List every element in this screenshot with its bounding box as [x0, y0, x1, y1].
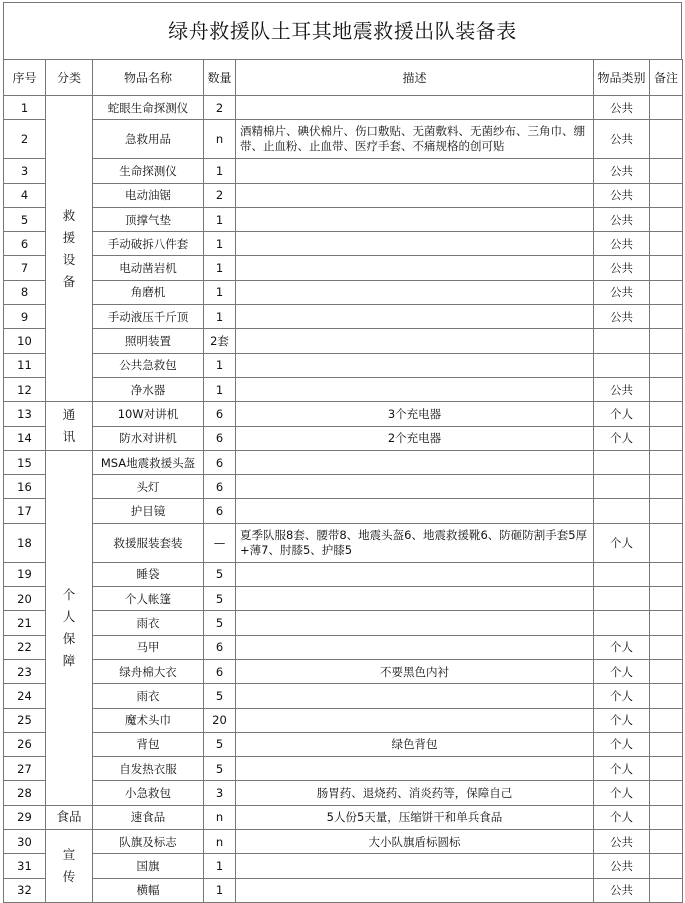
row-note [650, 280, 683, 304]
row-note [650, 450, 683, 474]
row-name: 照明装置 [93, 329, 204, 353]
row-qty: 5 [204, 562, 236, 586]
row-desc: 肠胃药、退烧药、消炎药等，保障自己 [236, 781, 594, 805]
row-desc [236, 183, 594, 207]
row-desc [236, 854, 594, 878]
row-name: 魔术头巾 [93, 708, 204, 732]
row-note [650, 207, 683, 231]
row-no: 30 [4, 830, 46, 854]
row-desc [236, 757, 594, 781]
table-row [4, 830, 683, 854]
row-qty: 1 [204, 256, 236, 280]
row-qty: 1 [204, 377, 236, 401]
header-item-name: 物品名称 [93, 60, 204, 96]
row-desc [236, 280, 594, 304]
row-no: 13 [4, 402, 46, 426]
row-note [650, 878, 683, 902]
header-category: 分类 [46, 60, 93, 96]
table-row [4, 207, 683, 231]
table-row [4, 878, 683, 902]
row-no: 7 [4, 256, 46, 280]
row-no: 23 [4, 659, 46, 683]
row-qty: 6 [204, 402, 236, 426]
row-qty: 5 [204, 732, 236, 756]
row-name: 速食品 [93, 805, 204, 829]
row-note [650, 120, 683, 159]
table-row [4, 805, 683, 829]
row-note [650, 402, 683, 426]
table-row [4, 329, 683, 353]
row-desc [236, 684, 594, 708]
row-no: 8 [4, 280, 46, 304]
row-note [650, 96, 683, 120]
row-note [650, 805, 683, 829]
table-row [4, 120, 683, 159]
equipment-sheet [3, 2, 682, 903]
table-row [4, 353, 683, 377]
row-qty: 6 [204, 659, 236, 683]
table-row [4, 757, 683, 781]
row-no: 5 [4, 207, 46, 231]
row-type [594, 353, 650, 377]
row-desc [236, 159, 594, 183]
row-note [650, 377, 683, 401]
row-desc [236, 329, 594, 353]
category-personal-protection: 个 人 保 障 [46, 450, 93, 805]
row-type: 个人 [594, 732, 650, 756]
row-name: 生命探测仪 [93, 159, 204, 183]
row-qty: 1 [204, 280, 236, 304]
row-name: 角磨机 [93, 280, 204, 304]
row-note [650, 854, 683, 878]
row-name: 小急救包 [93, 781, 204, 805]
row-desc: 5人份5天量，压缩饼干和单兵食品 [236, 805, 594, 829]
header-note: 备注 [650, 60, 683, 96]
row-type: 个人 [594, 523, 650, 562]
row-desc [236, 232, 594, 256]
row-qty: 2 [204, 183, 236, 207]
row-desc: 2个充电器 [236, 426, 594, 450]
row-no: 29 [4, 805, 46, 829]
row-qty: 6 [204, 475, 236, 499]
row-qty: 6 [204, 450, 236, 474]
row-desc: 不要黑色内衬 [236, 659, 594, 683]
row-type [594, 499, 650, 523]
category-publicity: 宣 传 [46, 830, 93, 903]
row-qty: 1 [204, 305, 236, 329]
row-no: 6 [4, 232, 46, 256]
row-name: 防水对讲机 [93, 426, 204, 450]
header-row [4, 60, 683, 96]
table-row [4, 499, 683, 523]
row-no: 4 [4, 183, 46, 207]
sheet-title: 绿舟救援队土耳其地震救援出队装备表 [3, 2, 682, 59]
row-type: 公共 [594, 854, 650, 878]
row-name: 国旗 [93, 854, 204, 878]
row-type: 个人 [594, 757, 650, 781]
row-type [594, 475, 650, 499]
row-no: 16 [4, 475, 46, 499]
row-type: 公共 [594, 120, 650, 159]
row-type: 个人 [594, 635, 650, 659]
row-desc: 酒精棉片、碘伏棉片、伤口敷贴、无菌敷料、无菌纱布、三角巾、绷带、止血粉、止血带、医疗手套、不痛规格的创可贴 [236, 120, 594, 159]
table-row [4, 96, 683, 120]
table-row [4, 659, 683, 683]
table-row [4, 611, 683, 635]
row-type: 公共 [594, 159, 650, 183]
row-no: 18 [4, 523, 46, 562]
table-row [4, 159, 683, 183]
row-name: 雨衣 [93, 684, 204, 708]
row-note [650, 353, 683, 377]
row-qty: 1 [204, 854, 236, 878]
row-no: 3 [4, 159, 46, 183]
row-no: 17 [4, 499, 46, 523]
row-no: 28 [4, 781, 46, 805]
row-note [650, 159, 683, 183]
table-row [4, 635, 683, 659]
row-no: 31 [4, 854, 46, 878]
row-no: 11 [4, 353, 46, 377]
row-desc [236, 96, 594, 120]
row-type [594, 329, 650, 353]
row-name: 急救用品 [93, 120, 204, 159]
row-name: 个人帐篷 [93, 587, 204, 611]
equipment-table [3, 59, 683, 903]
row-name: 自发热衣服 [93, 757, 204, 781]
row-type: 个人 [594, 708, 650, 732]
row-no: 12 [4, 377, 46, 401]
row-qty: 6 [204, 499, 236, 523]
table-row [4, 781, 683, 805]
row-qty: 5 [204, 757, 236, 781]
row-qty: 1 [204, 353, 236, 377]
row-name: 净水器 [93, 377, 204, 401]
row-desc [236, 450, 594, 474]
row-no: 2 [4, 120, 46, 159]
row-no: 9 [4, 305, 46, 329]
table-row [4, 854, 683, 878]
row-note [650, 562, 683, 586]
row-note [650, 684, 683, 708]
row-desc [236, 708, 594, 732]
row-qty: 5 [204, 587, 236, 611]
table-row [4, 562, 683, 586]
row-no: 10 [4, 329, 46, 353]
row-note [650, 781, 683, 805]
row-note [650, 757, 683, 781]
table-row [4, 402, 683, 426]
row-name: 背包 [93, 732, 204, 756]
row-qty: 2 [204, 96, 236, 120]
row-desc [236, 878, 594, 902]
row-name: 公共急救包 [93, 353, 204, 377]
table-row [4, 305, 683, 329]
row-name: 头灯 [93, 475, 204, 499]
header-no: 序号 [4, 60, 46, 96]
row-qty: 1 [204, 232, 236, 256]
row-type: 公共 [594, 183, 650, 207]
row-note [650, 305, 683, 329]
row-type: 个人 [594, 659, 650, 683]
row-no: 25 [4, 708, 46, 732]
table-row [4, 280, 683, 304]
row-type: 个人 [594, 402, 650, 426]
row-no: 22 [4, 635, 46, 659]
row-desc [236, 305, 594, 329]
table-row [4, 256, 683, 280]
row-desc [236, 256, 594, 280]
row-type: 公共 [594, 96, 650, 120]
row-note [650, 732, 683, 756]
table-row [4, 587, 683, 611]
table-row [4, 426, 683, 450]
header-quantity: 数量 [204, 60, 236, 96]
row-note [650, 635, 683, 659]
row-note [650, 329, 683, 353]
row-type: 公共 [594, 207, 650, 231]
table-row [4, 708, 683, 732]
table-row [4, 450, 683, 474]
row-desc: 夏季队服8套、腰带8、地震头盔6、地震救援靴6、防砸防割手套5厚+薄7、肘膝5、护膝5 [236, 523, 594, 562]
row-type: 个人 [594, 781, 650, 805]
row-qty: 20 [204, 708, 236, 732]
row-no: 19 [4, 562, 46, 586]
row-type: 个人 [594, 426, 650, 450]
row-name: 马甲 [93, 635, 204, 659]
row-qty: 6 [204, 426, 236, 450]
row-no: 20 [4, 587, 46, 611]
row-desc: 大小队旗盾标圆标 [236, 830, 594, 854]
row-note [650, 708, 683, 732]
row-no: 26 [4, 732, 46, 756]
row-desc [236, 587, 594, 611]
row-note [650, 659, 683, 683]
row-desc [236, 475, 594, 499]
row-note [650, 475, 683, 499]
row-qty: 1 [204, 207, 236, 231]
row-no: 21 [4, 611, 46, 635]
row-name: 雨衣 [93, 611, 204, 635]
row-name: 电动凿岩机 [93, 256, 204, 280]
row-note [650, 523, 683, 562]
row-desc: 3个充电器 [236, 402, 594, 426]
row-name: 绿舟棉大衣 [93, 659, 204, 683]
table-row [4, 523, 683, 562]
row-type: 公共 [594, 232, 650, 256]
table-row [4, 475, 683, 499]
row-note [650, 587, 683, 611]
row-desc [236, 499, 594, 523]
row-name: 横幅 [93, 878, 204, 902]
row-no: 1 [4, 96, 46, 120]
row-name: 队旗及标志 [93, 830, 204, 854]
row-name: 10W对讲机 [93, 402, 204, 426]
row-type [594, 611, 650, 635]
row-type: 个人 [594, 805, 650, 829]
row-note [650, 830, 683, 854]
table-row [4, 732, 683, 756]
row-name: MSA地震救援头盔 [93, 450, 204, 474]
row-type: 公共 [594, 256, 650, 280]
row-type: 公共 [594, 377, 650, 401]
row-desc [236, 377, 594, 401]
row-no: 32 [4, 878, 46, 902]
row-no: 27 [4, 757, 46, 781]
table-row [4, 684, 683, 708]
category-rescue-equipment: 救 援 设 备 [46, 96, 93, 402]
row-desc [236, 562, 594, 586]
row-qty: 3 [204, 781, 236, 805]
row-qty: 5 [204, 611, 236, 635]
row-name: 护目镜 [93, 499, 204, 523]
row-desc [236, 635, 594, 659]
row-type: 公共 [594, 280, 650, 304]
row-note [650, 183, 683, 207]
category-communication: 通 讯 [46, 402, 93, 451]
row-desc: 绿色背包 [236, 732, 594, 756]
row-qty: — [204, 523, 236, 562]
row-type [594, 562, 650, 586]
row-qty: 1 [204, 159, 236, 183]
row-qty: n [204, 120, 236, 159]
row-qty: n [204, 805, 236, 829]
category-food: 食品 [46, 805, 93, 829]
row-name: 手动液压千斤顶 [93, 305, 204, 329]
row-note [650, 256, 683, 280]
row-name: 手动破拆八件套 [93, 232, 204, 256]
row-note [650, 499, 683, 523]
row-no: 14 [4, 426, 46, 450]
table-row [4, 377, 683, 401]
table-row [4, 183, 683, 207]
row-name: 电动油锯 [93, 183, 204, 207]
row-qty: 1 [204, 878, 236, 902]
row-name: 救援服装套装 [93, 523, 204, 562]
row-qty: 6 [204, 635, 236, 659]
row-no: 24 [4, 684, 46, 708]
row-desc [236, 611, 594, 635]
row-name: 蛇眼生命探测仪 [93, 96, 204, 120]
row-qty: 5 [204, 684, 236, 708]
row-note [650, 232, 683, 256]
row-desc [236, 207, 594, 231]
row-name: 顶撑气垫 [93, 207, 204, 231]
row-no: 15 [4, 450, 46, 474]
row-type: 公共 [594, 305, 650, 329]
header-item-type: 物品类别 [594, 60, 650, 96]
row-type: 公共 [594, 830, 650, 854]
row-type: 公共 [594, 878, 650, 902]
row-qty: 2套 [204, 329, 236, 353]
row-type [594, 587, 650, 611]
row-name: 睡袋 [93, 562, 204, 586]
row-qty: n [204, 830, 236, 854]
row-note [650, 426, 683, 450]
row-desc [236, 353, 594, 377]
table-row [4, 232, 683, 256]
row-type [594, 450, 650, 474]
row-type: 个人 [594, 684, 650, 708]
row-note [650, 611, 683, 635]
header-description: 描述 [236, 60, 594, 96]
